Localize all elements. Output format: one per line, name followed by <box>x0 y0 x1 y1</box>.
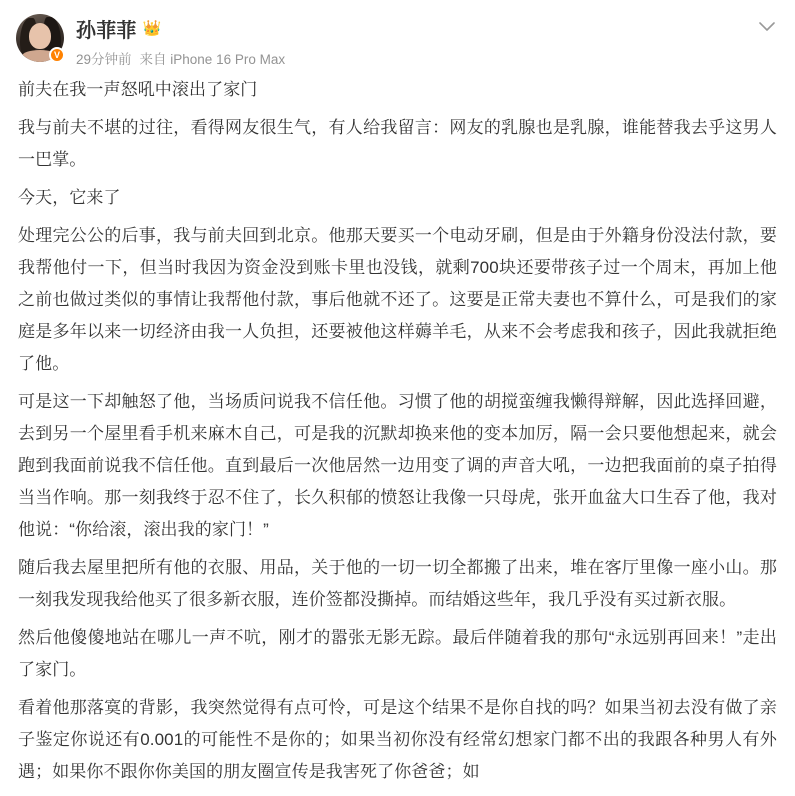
avatar[interactable] <box>16 14 64 62</box>
username[interactable]: 孙菲菲 <box>76 19 137 42</box>
crown-icon: 👑 <box>142 19 162 37</box>
post-paragraph: 我与前夫不堪的过往，看得网友很生气，有人给我留言：网友的乳腺也是乳腺，谁能替我去乎这男人一巴掌。 <box>18 118 777 169</box>
post-source: 来自 iPhone 16 Pro Max <box>139 52 286 67</box>
post-paragraph: 处理完公公的后事，我与前夫回到北京。他那天要买一个电动牙刷，但是由于外籍身份没法付款，要我帮他付一下，但当时我因为资金没到账卡里也没钱，就剩700块还要带孩子过一个周末，再加上他之前也做过类似的事情让我帮他付款，事后他就不还了。这要是正常夫妻也不算什么，可是我们的家庭是多年以来一切经济由我一人负担，还要被他这样薅羊毛，从来不会考虑我和孩子，因此我就拒绝了他。 <box>18 226 777 373</box>
post-timestamp: 29分钟前 <box>76 52 132 67</box>
chevron-down-icon[interactable] <box>755 14 779 38</box>
post-paragraph: 看着他那落寞的背影，我突然觉得有点可怜，可是这个结果不是你自找的吗？如果当初去没有做了亲子鉴定你说还有0.001的可能性不是你的；如果当初你没有经常幻想家门都不出的我跟各种男人有外遇；如果你不跟你你美国的朋友圈宣传是我害死了你爸爸；如 <box>18 698 777 781</box>
verified-badge-icon: V <box>49 47 65 63</box>
avatar-face <box>29 23 51 49</box>
post-header <box>0 0 795 68</box>
post-paragraph: 可是这一下却触怒了他，当场质问说我不信任他。习惯了他的胡搅蛮缠我懒得辩解，因此选择回避，去到另一个屋里看手机来麻木自己，可是我的沉默却换来他的变本加厉，隔一会只要他想起来，就会跑到我面前说我不信任他。直到最后一次他居然一边用变了调的声音大吼，一边把我面前的桌子拍得当当作响。那一刻我终于忍不住了，长久积郁的愤怒让我像一只母虎，张开血盆大口生吞了他，我对他说：“你给滚，滚出我的家门！” <box>18 392 777 539</box>
username-row <box>76 15 779 41</box>
post-subinfo <box>76 48 779 68</box>
post-meta <box>76 14 779 68</box>
post-paragraph: 前夫在我一声怒吼中滚出了家门 <box>18 80 258 99</box>
post-paragraph: 今天，它来了 <box>18 188 121 207</box>
post-content <box>0 68 795 788</box>
post-paragraph: 然后他傻傻地站在哪儿一声不吭，刚才的嚣张无影无踪。最后伴随着我的那句“永远别再回来！”走出了家门。 <box>18 628 777 679</box>
post-paragraph: 随后我去屋里把所有他的衣服、用品，关于他的一切一切全都搬了出来，堆在客厅里像一座小山。那一刻我发现我给他买了很多新衣服，连价签都没撕掉。而结婚这些年，我几乎没有买过新衣服。 <box>18 558 777 609</box>
